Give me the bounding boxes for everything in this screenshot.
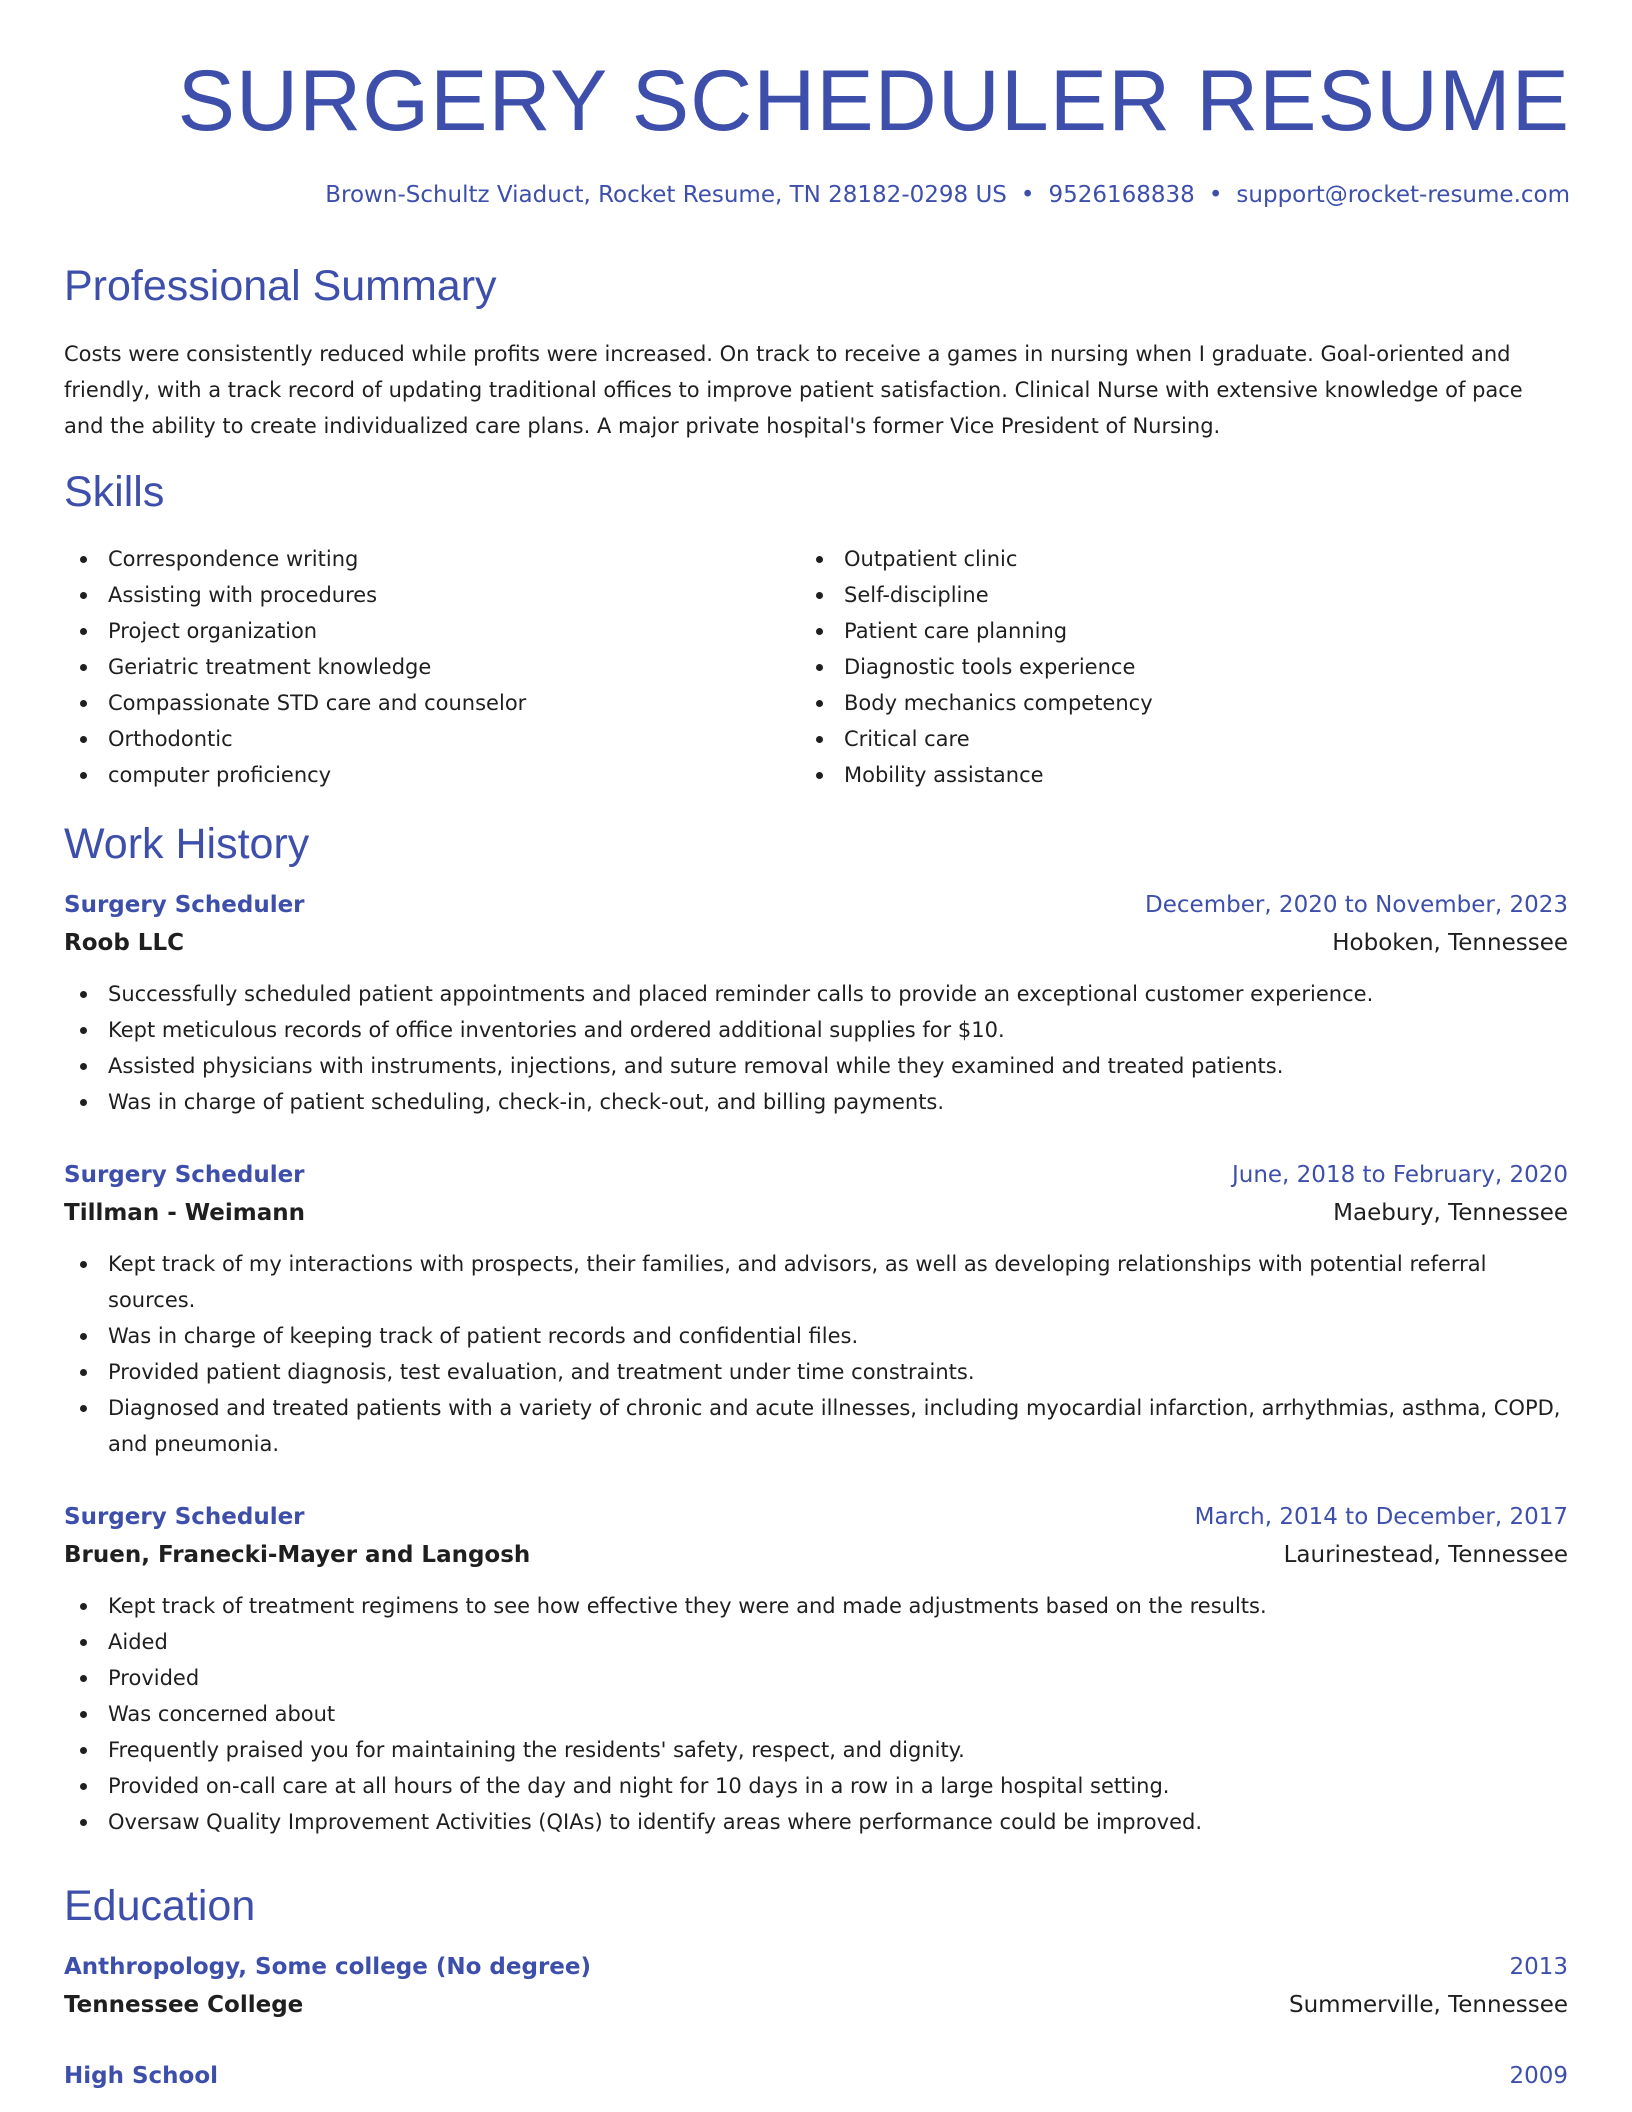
education-entry [64,2057,1568,2095]
job-location: Hoboken, Tennessee [1332,930,1568,956]
job-duty: Kept track of treatment regimens to see how effective they were and made adjustments based on the results. [64,1588,1568,1624]
job-title: Surgery Scheduler [64,892,305,918]
job-duty: Successfully scheduled patient appointments and placed reminder calls to provide an exceptional customer experience. [64,976,1568,1012]
job-company-row [64,924,1568,962]
skills-list-left [64,541,764,793]
job-dates: December, 2020 to November, 2023 [1145,892,1568,918]
education-entry [64,1948,1568,2024]
job-entry [64,1156,1568,1462]
job-duty: Was concerned about [64,1696,1568,1732]
job-entry [64,1498,1568,1840]
skill-item: Patient care planning [800,613,1500,649]
job-title: Surgery Scheduler [64,1504,305,1530]
education-header-row [64,1948,1568,1986]
job-duty: Was in charge of keeping track of patient records and confidential files. [64,1318,1568,1354]
skill-item: Outpatient clinic [800,541,1500,577]
job-duty: Kept track of my interactions with prospects, their families, and advisors, as well as developing relationships with potential referral sources. [64,1246,1568,1318]
job-company-row [64,1536,1568,1574]
skill-item: Mobility assistance [800,757,1500,793]
education-degree: High School [64,2063,219,2089]
skill-item: Critical care [800,721,1500,757]
education-school-row [64,1986,1568,2024]
job-duty: Kept meticulous records of office inventories and ordered additional supplies for $10. [64,1012,1568,1048]
education-year: 2009 [1509,2063,1568,2089]
job-duty: Provided on-call care at all hours of the day and night for 10 days in a row in a large hospital setting. [64,1768,1568,1804]
job-entry [64,886,1568,1120]
contact-address: Brown-Schultz Viaduct, Rocket Resume, TN 28182-0298 US [325,182,1007,208]
job-title: Surgery Scheduler [64,1162,305,1188]
education-location: Summerville, Tennessee [1288,1992,1568,2018]
contact-separator: • [1020,182,1035,208]
job-header-row [64,1498,1568,1536]
job-location: Maebury, Tennessee [1333,1200,1568,1226]
summary-text: Costs were consistently reduced while profits were increased. On track to receive a games in nursing when I graduate. Goal-oriented and friendly, with a track record of updating traditional offices to improve patient satisfaction. Clinical Nurse with extensive knowledge of pace and the ability to create individualized care plans. A major private hospital's former Vice President of Nursing. [64,342,1523,438]
job-header-row [64,1156,1568,1194]
job-header-row [64,886,1568,924]
job-company: Bruen, Franecki-Mayer and Langosh [64,1542,531,1568]
skill-item: Self-discipline [800,577,1500,613]
job-duties-list [64,976,1568,1120]
skill-item: Geriatric treatment knowledge [64,649,764,685]
job-duty: Assisted physicians with instruments, injections, and suture removal while they examined and treated patients. [64,1048,1568,1084]
job-duties-list [64,1588,1568,1840]
job-duty: Aided [64,1624,1568,1660]
job-duty: Provided [64,1660,1568,1696]
contact-phone[interactable]: 9526168838 [1048,182,1195,208]
skill-item: computer proficiency [64,757,764,793]
job-duty: Was in charge of patient scheduling, check-in, check-out, and billing payments. [64,1084,1568,1120]
job-location: Laurinestead, Tennessee [1283,1542,1568,1568]
job-dates: March, 2014 to December, 2017 [1194,1504,1568,1530]
job-duty: Frequently praised you for maintaining the residents' safety, respect, and dignity. [64,1732,1568,1768]
contact-separator: • [1208,182,1223,208]
resume-title: SURGERY SCHEDULER RESUME [177,53,1570,149]
job-company: Tillman - Weimann [64,1200,306,1226]
job-duty: Diagnosed and treated patients with a variety of chronic and acute illnesses, including myocardial infarction, arrhythmias, asthma, COPD, and pneumonia. [64,1390,1568,1462]
job-company-row [64,1194,1568,1232]
job-duty: Provided patient diagnosis, test evaluation, and treatment under time constraints. [64,1354,1568,1390]
skill-item: Orthodontic [64,721,764,757]
job-dates: June, 2018 to February, 2020 [1231,1162,1568,1188]
education-degree: Anthropology, Some college (No degree) [64,1954,592,1980]
education-school: Tennessee College [64,1992,304,2018]
skill-item: Body mechanics competency [800,685,1500,721]
skill-item: Assisting with procedures [64,577,764,613]
skill-item: Compassionate STD care and counselor [64,685,764,721]
job-company: Roob LLC [64,930,184,956]
skills-list-right [800,541,1500,793]
summary-heading: Professional Summary [64,262,497,310]
job-duties-list [64,1246,1568,1462]
contact-email[interactable]: support@rocket-resume.com [1236,182,1570,208]
education-header-row [64,2057,1568,2095]
education-heading: Education [64,1882,256,1930]
job-duty: Oversaw Quality Improvement Activities (QIAs) to identify areas where performance could be improved. [64,1804,1568,1840]
skill-item: Diagnostic tools experience [800,649,1500,685]
work-history-heading: Work History [64,820,310,868]
education-year: 2013 [1509,1954,1568,1980]
skill-item: Project organization [64,613,764,649]
skill-item: Correspondence writing [64,541,764,577]
contact-line [325,182,1570,208]
skills-heading: Skills [64,468,165,516]
